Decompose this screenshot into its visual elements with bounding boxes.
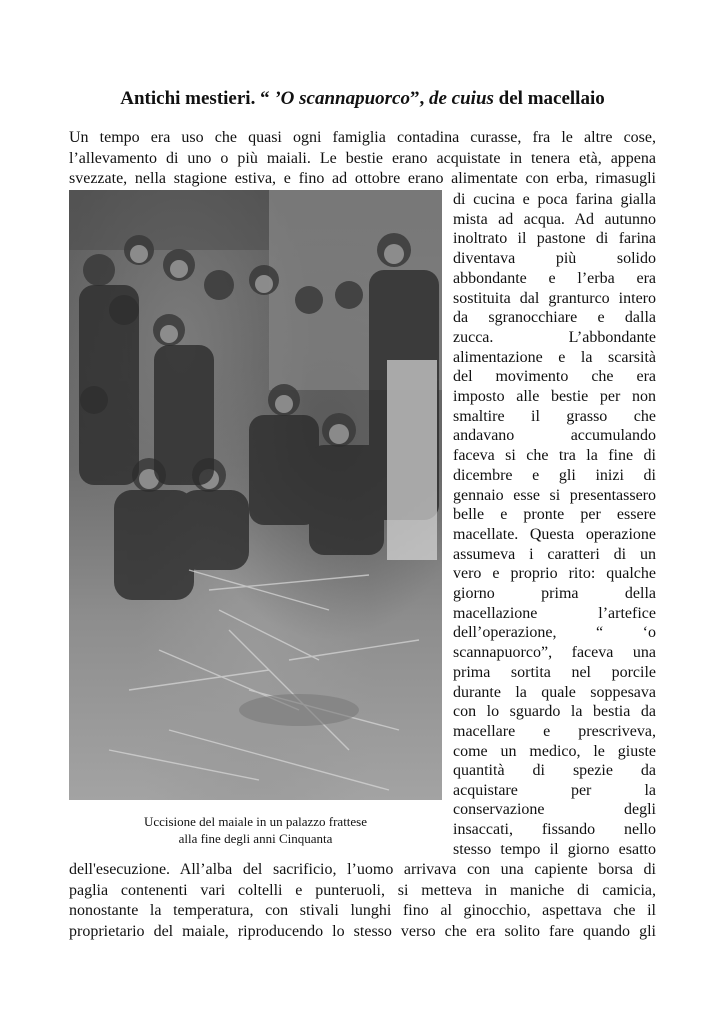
text-line: sostituita dal granturco intero	[453, 289, 656, 307]
text-line: l’allevamento di uno o più maiali. Le bestie erano acquistate in tenera età, appena	[69, 149, 656, 167]
photo-illustration	[69, 190, 442, 800]
text-line: imposto alle bestie per non	[453, 388, 656, 405]
text-line: Un tempo era uso che quasi ogni famiglia contadina curasse, fra le altre cose,	[69, 129, 656, 146]
text-line: smaltire il grasso che	[453, 407, 656, 425]
text-line: giorno prima della	[453, 585, 656, 602]
text-line: vero e proprio rito: qualche	[453, 565, 656, 583]
text-line: prima sortita nel porcile	[453, 663, 656, 681]
text-line: macellazione l’artefice	[453, 604, 656, 622]
text-line: mista ad acqua. Ad autunno	[453, 210, 656, 228]
text-line: belle e pronte per essere	[453, 506, 656, 524]
text-line: faceva si che tra la fine di	[453, 447, 656, 465]
text-line: proprietario del maiale, riproducendo lo stesso verso che era solito fare quando gli	[69, 922, 656, 940]
text-line: acquistare per la	[453, 782, 656, 799]
text-line: nonostante la temperatura, con stivali lunghi fino al ginocchio, aspettava che il	[69, 902, 656, 919]
text-line: diventava più solido	[453, 250, 656, 268]
title-suffix: del macellaio	[493, 88, 605, 109]
text-line: macellate. Questa operazione	[453, 525, 656, 543]
text-line: svezzate, nella stagione estiva, e fino ad ottobre erano alimentate con erba, rimasugli	[69, 170, 656, 187]
title-middle: ”,	[409, 88, 429, 109]
text-line: insaccati, fissando nello	[453, 821, 656, 838]
text-line: da sgranocchiare e dalla	[453, 309, 656, 327]
text-line: macellare e prescriveva,	[453, 722, 656, 740]
text-line: alimentazione e la scarsità	[453, 348, 656, 366]
text-line: andavano accumulando	[453, 427, 656, 445]
text-line: con lo sguardo la bestia da	[453, 703, 656, 721]
text-line: zucca. L’abbondante	[453, 328, 656, 346]
text-line: durante la quale soppesava	[453, 683, 656, 701]
text-line: come un medico, le giuste	[453, 742, 656, 760]
text-line: abbondante e l’erba era	[453, 269, 656, 287]
title-italic-scannapuorco: ’O scannapuorco	[274, 88, 410, 109]
text-line: dell’operazione, “ ‘o	[453, 624, 656, 642]
text-line: di cucina e poca farina gialla	[453, 191, 656, 208]
text-line: paglia contenenti vari coltelli e punteruoli, si metteva in maniche di camicia,	[69, 881, 656, 899]
text-line: stesso tempo il giorno esatto	[453, 841, 656, 858]
text-line: dell'esecuzione. All’alba del sacrificio, l’uomo arrivava con una capiente borsa di	[69, 861, 656, 878]
text-line: assumeva i caratteri di un	[453, 545, 656, 563]
text-line: scannapuorco”, faceva una	[453, 644, 656, 662]
text-line: del movimento che era	[453, 368, 656, 386]
photo-caption-line-1: Uccisione del maiale in un palazzo frattese	[143, 814, 368, 829]
text-line: quantità di spezie da	[453, 762, 656, 780]
text-line: inoltrato il pastone di farina	[453, 230, 656, 248]
title-prefix: Antichi mestieri. “	[120, 88, 275, 109]
photo-caption-line-2: alla fine degli anni Cinquanta	[178, 831, 333, 846]
historical-photo	[69, 190, 442, 800]
article-title	[0, 88, 725, 110]
title-italic-de-cuius: de cuius	[428, 88, 494, 109]
text-line: dicembre e gli inizi di	[453, 466, 656, 484]
text-line: conservazione degli	[453, 801, 656, 818]
text-line: gennaio esse si presentassero	[453, 486, 656, 504]
